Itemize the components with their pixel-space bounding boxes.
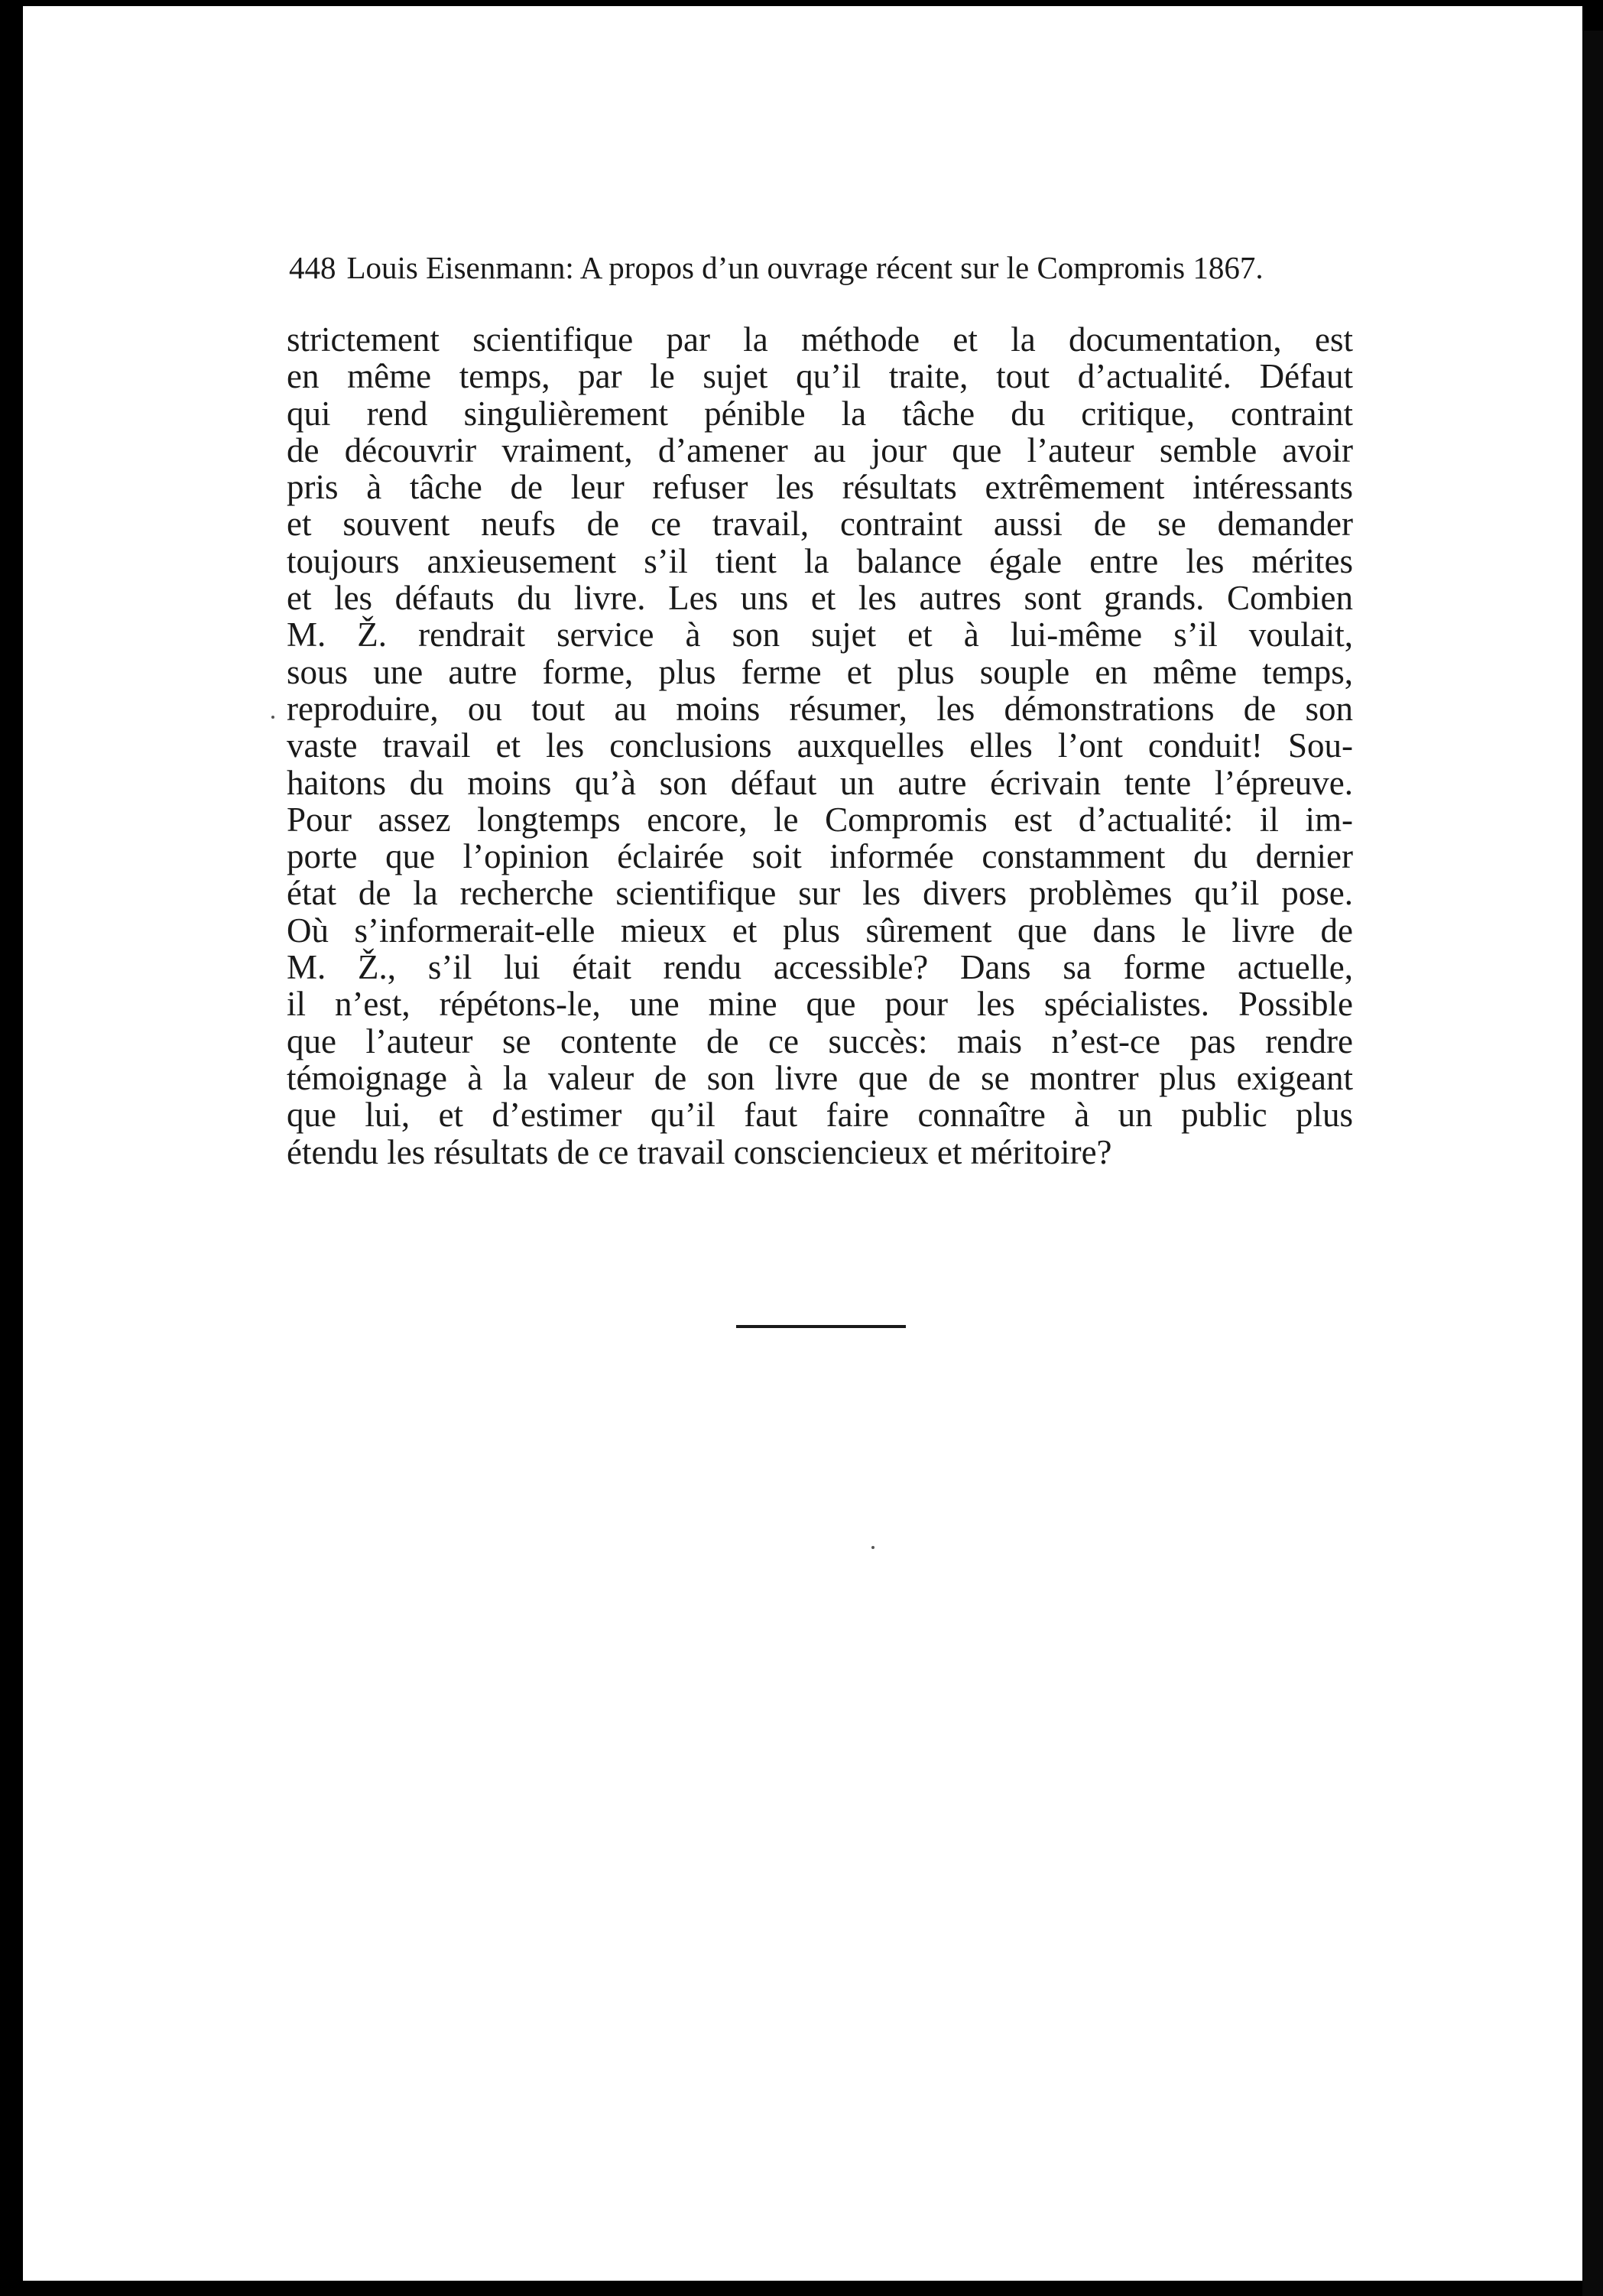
text-line: de découvrir vraiment, d’amener au jour que l’auteur semble avoir (287, 430, 1353, 469)
text-line: haitons du moins qu’à son défaut un autre écrivain tente l’épreuve. (287, 763, 1353, 802)
text-line: porte que l’opinion éclairée soit informée constamment du dernier (287, 837, 1353, 876)
body-paragraph (287, 321, 1353, 1171)
text-line: et souvent neufs de ce travail, contraint aussi de se demander (287, 505, 1353, 544)
text-line: vaste travail et les conclusions auxquelles elles l’ont conduit! Sou- (287, 726, 1353, 765)
text-line: Où s’informerait-elle mieux et plus sûrement que dans le livre de (287, 911, 1353, 950)
scan-speck (871, 1546, 875, 1549)
text-line: reproduire, ou tout au moins résumer, les démonstrations de son (287, 689, 1353, 728)
text-line: état de la recherche scientifique sur les divers problèmes qu’il pose. (287, 874, 1353, 913)
text-line: pris à tâche de leur refuser les résultats extrêmement intéressants (287, 468, 1353, 507)
running-head (289, 245, 1359, 291)
text-line: en même temps, par le sujet qu’il traite, tout d’actualité. Défaut (287, 357, 1353, 396)
text-line: que l’auteur se contente de ce succès: mais n’est-ce pas rendre (287, 1021, 1353, 1060)
text-line: il n’est, répétons-le, une mine que pour les spécialistes. Possible (287, 985, 1353, 1024)
text-line: Pour assez longtemps encore, le Compromis est d’actualité: il im- (287, 800, 1353, 839)
text-line: et les défauts du livre. Les uns et les autres sont grands. Combien (287, 579, 1353, 618)
text-line: étendu les résultats de ce travail consciencieux et méritoire? (287, 1132, 1112, 1171)
text-line: M. Ž. rendrait service à son sujet et à lui-même s’il voulait, (287, 615, 1353, 654)
text-line: témoignage à la valeur de son livre que de se montrer plus exigeant (287, 1058, 1353, 1097)
text-line: toujours anxieusement s’il tient la balance égale entre les mérites (287, 541, 1353, 580)
text-line: que lui, et d’estimer qu’il faut faire connaître à un public plus (287, 1096, 1353, 1135)
text-line: sous une autre forme, plus ferme et plus souple en même temps, (287, 652, 1353, 691)
scan-edge-shadow (1582, 31, 1603, 2296)
scan-speck (271, 716, 274, 719)
text-line: strictement scientifique par la méthode et la documentation, est (287, 320, 1353, 359)
text-line: M. Ž., s’il lui était rendu accessible? Dans sa forme actuelle, (287, 948, 1353, 987)
text-line: qui rend singulièrement pénible la tâche du critique, contraint (287, 394, 1353, 433)
running-head-title: Louis Eisenmann: A propos d’un ouvrage récent sur le Compromis 1867. (346, 250, 1264, 285)
page-number: 448 (289, 250, 336, 285)
end-of-article-rule (736, 1325, 906, 1328)
